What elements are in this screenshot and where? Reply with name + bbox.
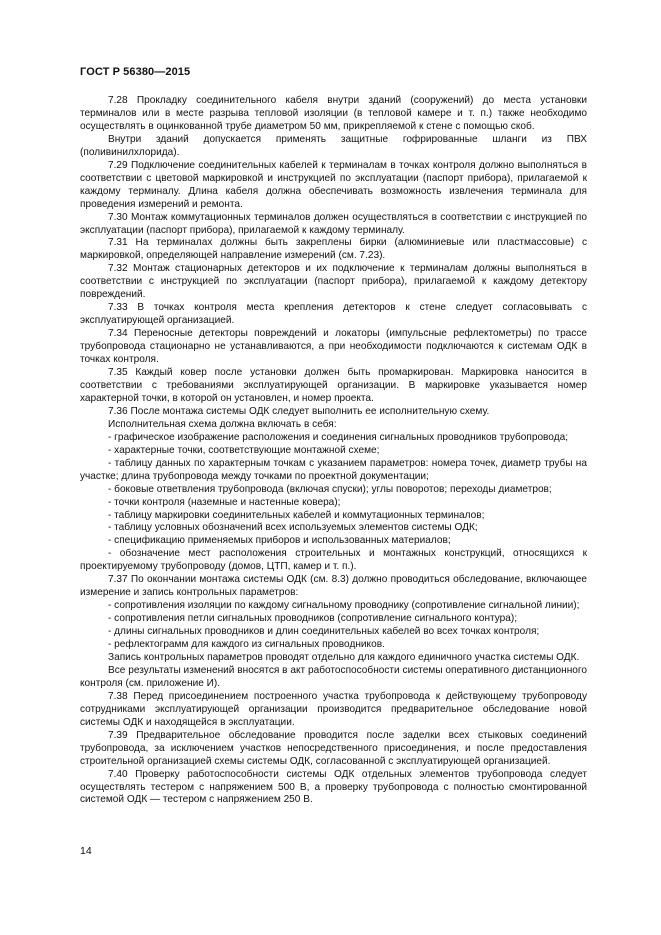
paragraph-7-39: 7.39 Предварительное обследование проводится после заделки всех стыковых соединений трубопровода, за исключением участков непосредственного присоединения, и после предоставления строительной организацией схемы системы ОДК, согласованной с эксплуатирующей организацией. [80, 729, 587, 767]
paragraph-7-36: 7.36 После монтажа системы ОДК следует выполнить ее исполнительную схему. [108, 405, 490, 417]
list-item: - точки контроля (наземные и настенные ковера); [108, 496, 341, 508]
list-item: - характерные точки, соответствующие монтажной схеме; [108, 444, 380, 456]
list-item: - длины сигнальных проводников и длин соединительных кабелей во всех точках контроля; [108, 626, 540, 638]
paragraph-results-act: Все результаты изменений вносятся в акт работоспособности системы оперативного дистанционного контроля (см. приложение И). [80, 664, 587, 689]
list-item: - таблицу данных по характерным точкам с указанием параметров: номера точек, диаметр трубы на участке; длина трубопровода между точками по проектной документации; [80, 457, 587, 482]
list-item: - боковые ответвления трубопровода (включая спуски); углы поворотов; переходы диаметров; [108, 483, 552, 495]
paragraph-7-30: 7.30 Монтаж коммутационных терминалов должен осуществляться в соответствии с инструкцией по эксплуатации (паспорт прибора), прилагаемой к каждому терминалу. [80, 211, 587, 236]
page-number: 14 [80, 845, 92, 857]
paragraph-7-33: 7.33 В точках контроля места крепления детекторов к стене следует согласовывать с эксплуатирующей организацией. [80, 302, 587, 327]
paragraph-7-38: 7.38 Перед присоединением построенного участка трубопровода к действующему трубопроводу сотрудниками эксплуатирующей организации производится предварительное обследование новой системы ОДК и находящейся в эксплуатации. [80, 690, 587, 728]
paragraph-record-params: Запись контрольных параметров проводят отдельно для каждого единичного участка системы ОДК. [108, 651, 580, 663]
list-item: - сопротивления изоляции по каждому сигнальному проводнику (сопротивление сигнальной линии); [108, 600, 580, 612]
paragraph-scheme-intro: Исполнительная схема должна включать в себя: [108, 418, 337, 430]
document-header: ГОСТ Р 56380—2015 [80, 66, 191, 78]
paragraph-pvc-note: Внутри зданий допускается применять защитные гофрированные шланги из ПВХ (поливинилхлорида). [80, 133, 587, 158]
paragraph-7-31: 7.31 На терминалах должны быть закреплены бирки (алюминиевые или пластмассовые) с маркировкой, определяющей направление измерений (см. 7.23). [80, 237, 587, 262]
list-item: - обозначение мест расположения строительных и монтажных конструкций, относящихся к проектируемому трубопроводу (домов, ЦТП, камер и т. п.). [80, 548, 587, 573]
paragraph-7-40: 7.40 Проверку работоспособности системы ОДК отдельных элементов трубопровода следует осуществлять тестером с напряжением 500 В, а проверку трубопровода с полностью смонтированной системой ОДК — тестером с напряжением 250 В. [80, 768, 587, 806]
list-item: - графическое изображение расположения и соединения сигнальных проводников трубопровода; [108, 431, 569, 443]
list-item: - таблицу условных обозначений всех используемых элементов системы ОДК; [108, 522, 478, 534]
list-item: - сопротивления петли сигнальных проводников (сопротивление сигнального контура); [108, 613, 518, 625]
document-body [80, 95, 587, 807]
list-item: - таблицу маркировки соединительных кабелей и коммутационных терминалов; [108, 509, 485, 521]
paragraph-7-34: 7.34 Переносные детекторы повреждений и локаторы (импульсные рефлектометры) по трассе трубопровода стационарно не устанавливаются, а при необходимости подключаются к системам ОДК в точках контроля. [80, 328, 587, 366]
paragraph-7-35: 7.35 Каждый ковер после установки должен быть промаркирован. Маркировка наносится в соответствии с требованиями эксплуатирующей организации. В маркировке указывается номер характерной точки, в которой он установлен, и номер проекта. [80, 367, 587, 404]
paragraph-7-29: 7.29 Подключение соединительных кабелей к терминалам в точках контроля должно выполняться в соответствии с цветовой маркировкой и инструкцией по эксплуатации (паспорт прибора), прилагаемой к каждому терминалу. Длина кабеля должна обеспечивать возможность извлечения терминала для проведения измерений и ремонта. [80, 159, 587, 210]
paragraph-7-37: 7.37 По окончании монтажа системы ОДК (см. 8.3) должно проводиться обследование, включающее измерение и запись контрольных параметров: [80, 574, 587, 599]
paragraph-7-28: 7.28 Прокладку соединительного кабеля внутри зданий (сооружений) до места установки терминалов или в месте разрыва тепловой изоляции (в тепловой камере и т. п.) также необходимо осуществлять в оцинкованной трубе диаметром 50 мм, прикрепляемой к стене с помощью скоб. [80, 95, 587, 132]
paragraph-7-32: 7.32 Монтаж стационарных детекторов и их подключение к терминалам должны выполняться в соответствии с инструкцией по эксплуатации (паспорт прибора), прилагаемой к каждому детектору повреждений. [80, 263, 587, 301]
list-item: - рефлектограмм для каждого из сигнальных проводников. [108, 639, 385, 651]
list-item: - спецификацию применяемых приборов и использованных материалов; [108, 535, 451, 547]
